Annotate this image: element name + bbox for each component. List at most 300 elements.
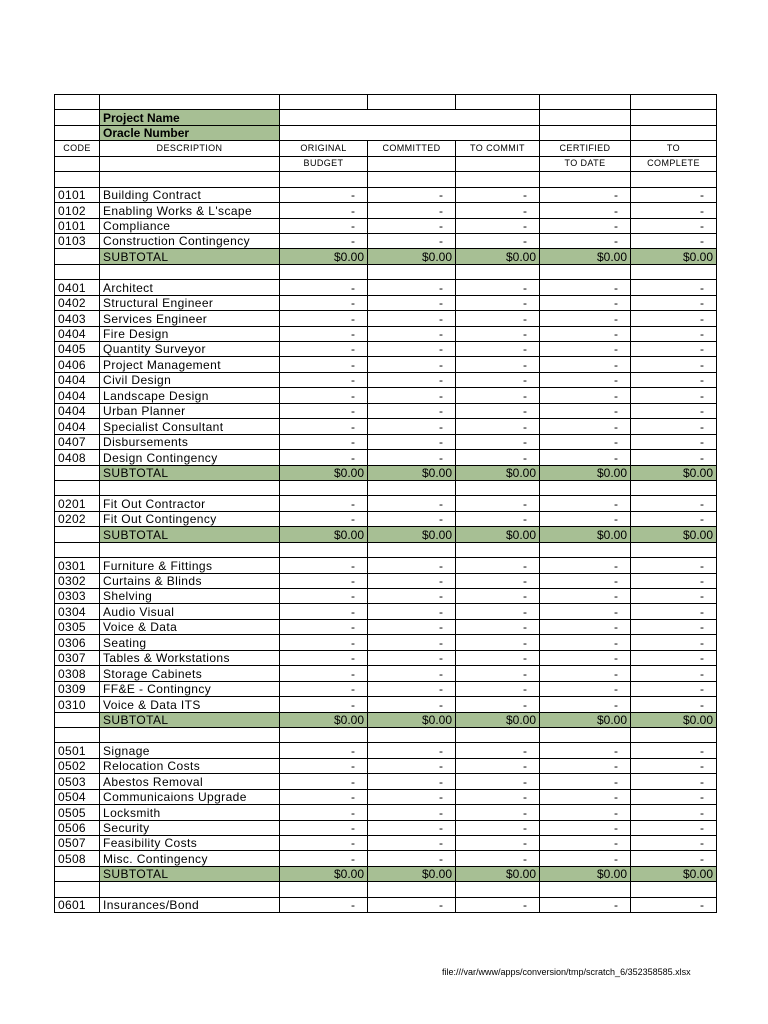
item-value-cell[interactable]: - [631, 372, 717, 387]
item-value-cell[interactable]: - [631, 789, 717, 804]
item-value-cell[interactable]: - [456, 836, 540, 851]
item-value-cell[interactable]: - [280, 836, 368, 851]
item-value-cell[interactable]: - [456, 635, 540, 650]
item-description: Enabling Works & L'scape [100, 203, 280, 218]
item-value-cell[interactable]: - [368, 419, 456, 434]
item-description: Fit Out Contractor [100, 496, 280, 511]
item-value-cell[interactable]: - [540, 295, 631, 310]
item-value-cell[interactable]: - [631, 743, 717, 758]
item-value-cell[interactable]: - [280, 295, 368, 310]
item-value-cell[interactable]: - [280, 511, 368, 526]
item-value-cell[interactable]: - [540, 372, 631, 387]
item-value-cell[interactable]: - [631, 666, 717, 681]
item-value-cell[interactable]: - [368, 388, 456, 403]
item-value-cell[interactable]: - [631, 419, 717, 434]
item-value-cell[interactable]: - [631, 233, 717, 248]
item-description: Insurances/Bond [100, 897, 280, 912]
item-value-cell[interactable]: - [631, 203, 717, 218]
item-value-cell[interactable]: - [456, 342, 540, 357]
item-value-cell[interactable]: - [368, 604, 456, 619]
item-value-cell[interactable]: - [456, 743, 540, 758]
item-description: Construction Contingency [100, 233, 280, 248]
item-value-cell[interactable]: - [456, 511, 540, 526]
item-value-cell[interactable]: - [456, 897, 540, 912]
item-value-cell[interactable]: - [631, 897, 717, 912]
subtotal-value: $0.00 [540, 712, 631, 727]
item-value-cell[interactable]: - [631, 311, 717, 326]
column-header-row-1 [55, 141, 717, 156]
item-value-cell[interactable]: - [456, 233, 540, 248]
subtotal-value: $0.00 [280, 249, 368, 264]
code-header: CODE [55, 141, 100, 156]
item-value-cell[interactable]: - [280, 558, 368, 573]
item-value-cell[interactable]: - [280, 635, 368, 650]
blank-row [55, 882, 717, 897]
item-value-cell[interactable]: - [280, 419, 368, 434]
item-value-cell[interactable]: - [540, 218, 631, 233]
item-value-cell[interactable]: - [368, 836, 456, 851]
item-code: 0303 [55, 589, 100, 604]
blank-row [55, 95, 717, 110]
item-description: Security [100, 820, 280, 835]
item-value-cell[interactable]: - [280, 218, 368, 233]
item-value-cell[interactable]: - [368, 666, 456, 681]
line-item-row [55, 604, 717, 619]
item-value-cell[interactable]: - [280, 203, 368, 218]
item-value-cell[interactable]: - [368, 681, 456, 696]
item-value-cell[interactable]: - [280, 342, 368, 357]
subtotal-value: $0.00 [456, 866, 540, 881]
item-value-cell[interactable]: - [280, 280, 368, 295]
item-value-cell[interactable]: - [456, 450, 540, 465]
subtotal-value: $0.00 [540, 527, 631, 542]
item-value-cell[interactable]: - [631, 851, 717, 866]
item-value-cell[interactable]: - [631, 836, 717, 851]
item-value-cell[interactable]: - [540, 203, 631, 218]
item-value-cell[interactable]: - [456, 789, 540, 804]
item-value-cell[interactable]: - [631, 758, 717, 773]
item-value-cell[interactable]: - [540, 820, 631, 835]
item-value-cell[interactable]: - [456, 403, 540, 418]
item-value-cell[interactable]: - [456, 187, 540, 202]
item-value-cell[interactable]: - [280, 573, 368, 588]
committed-header: COMMITTED [368, 141, 456, 156]
item-code: 0402 [55, 295, 100, 310]
subtotal-value: $0.00 [280, 527, 368, 542]
item-description: Landscape Design [100, 388, 280, 403]
item-value-cell[interactable]: - [456, 604, 540, 619]
item-value-cell[interactable]: - [456, 558, 540, 573]
blank-row [55, 172, 717, 187]
item-code: 0504 [55, 789, 100, 804]
item-value-cell[interactable]: - [280, 372, 368, 387]
line-item-row [55, 897, 717, 912]
item-value-cell[interactable]: - [540, 558, 631, 573]
item-description: Project Management [100, 357, 280, 372]
item-value-cell[interactable]: - [540, 419, 631, 434]
item-value-cell[interactable]: - [540, 388, 631, 403]
subtotal-value: $0.00 [631, 866, 717, 881]
item-value-cell[interactable]: - [368, 450, 456, 465]
item-value-cell[interactable]: - [280, 758, 368, 773]
item-value-cell[interactable]: - [456, 295, 540, 310]
item-value-cell[interactable]: - [280, 434, 368, 449]
item-value-cell[interactable]: - [456, 280, 540, 295]
subtotal-value: $0.00 [456, 712, 540, 727]
item-code: 0102 [55, 203, 100, 218]
item-value-cell[interactable]: - [280, 496, 368, 511]
line-item-row [55, 357, 717, 372]
line-item-row [55, 403, 717, 418]
item-code: 0503 [55, 774, 100, 789]
subtotal-value: $0.00 [368, 249, 456, 264]
item-value-cell[interactable]: - [540, 326, 631, 341]
line-item-row [55, 511, 717, 526]
line-item-row [55, 342, 717, 357]
to-commit-header: TO COMMIT [456, 141, 540, 156]
item-value-cell[interactable]: - [368, 434, 456, 449]
item-code: 0103 [55, 233, 100, 248]
item-value-cell[interactable]: - [540, 697, 631, 712]
subtotal-value: $0.00 [631, 527, 717, 542]
item-value-cell[interactable]: - [280, 805, 368, 820]
item-description: Storage Cabinets [100, 666, 280, 681]
item-value-cell[interactable]: - [368, 635, 456, 650]
subtotal-value: $0.00 [631, 249, 717, 264]
item-code: 0407 [55, 434, 100, 449]
line-item-row [55, 434, 717, 449]
project-name-value-cell[interactable] [280, 110, 540, 125]
item-value-cell[interactable]: - [631, 280, 717, 295]
item-value-cell[interactable]: - [540, 589, 631, 604]
line-item-row [55, 789, 717, 804]
item-value-cell[interactable]: - [631, 573, 717, 588]
subtotal-value: $0.00 [368, 866, 456, 881]
item-value-cell[interactable]: - [631, 496, 717, 511]
item-description: Abestos Removal [100, 774, 280, 789]
item-value-cell[interactable]: - [456, 758, 540, 773]
item-value-cell[interactable]: - [540, 619, 631, 634]
item-value-cell[interactable]: - [456, 573, 540, 588]
item-value-cell[interactable]: - [631, 326, 717, 341]
item-value-cell[interactable]: - [456, 496, 540, 511]
item-value-cell[interactable]: - [280, 388, 368, 403]
line-item-row [55, 311, 717, 326]
item-value-cell[interactable]: - [631, 403, 717, 418]
item-value-cell[interactable]: - [368, 697, 456, 712]
item-code: 0101 [55, 218, 100, 233]
item-description: Signage [100, 743, 280, 758]
item-value-cell[interactable]: - [540, 311, 631, 326]
item-value-cell[interactable]: - [368, 511, 456, 526]
item-value-cell[interactable]: - [540, 573, 631, 588]
item-value-cell[interactable]: - [540, 897, 631, 912]
subtotal-value: $0.00 [456, 527, 540, 542]
item-value-cell[interactable]: - [368, 342, 456, 357]
item-code: 0404 [55, 388, 100, 403]
subtotal-label: SUBTOTAL [100, 527, 280, 542]
item-value-cell[interactable]: - [631, 357, 717, 372]
item-value-cell[interactable]: - [280, 357, 368, 372]
item-value-cell[interactable]: - [631, 805, 717, 820]
item-value-cell[interactable]: - [631, 604, 717, 619]
item-value-cell[interactable]: - [456, 805, 540, 820]
line-item-row [55, 836, 717, 851]
item-value-cell[interactable]: - [368, 619, 456, 634]
item-value-cell[interactable]: - [540, 774, 631, 789]
item-value-cell[interactable]: - [540, 743, 631, 758]
item-value-cell[interactable]: - [280, 604, 368, 619]
item-value-cell[interactable]: - [540, 357, 631, 372]
item-value-cell[interactable]: - [280, 820, 368, 835]
subtotal-row [55, 465, 717, 480]
item-code: 0301 [55, 558, 100, 573]
item-code: 0505 [55, 805, 100, 820]
item-value-cell[interactable]: - [280, 589, 368, 604]
item-value-cell[interactable]: - [456, 419, 540, 434]
item-value-cell[interactable]: - [456, 681, 540, 696]
item-value-cell[interactable]: - [540, 403, 631, 418]
item-description: Services Engineer [100, 311, 280, 326]
item-value-cell[interactable]: - [280, 897, 368, 912]
item-description: Curtains & Blinds [100, 573, 280, 588]
item-value-cell[interactable]: - [540, 758, 631, 773]
item-description: Building Contract [100, 187, 280, 202]
item-description: Urban Planner [100, 403, 280, 418]
item-value-cell[interactable]: - [631, 681, 717, 696]
item-description: Specialist Consultant [100, 419, 280, 434]
oracle-number-value-cell[interactable] [280, 125, 540, 140]
item-value-cell[interactable]: - [540, 836, 631, 851]
item-value-cell[interactable]: - [368, 820, 456, 835]
item-value-cell[interactable]: - [456, 666, 540, 681]
item-value-cell[interactable]: - [280, 743, 368, 758]
line-item-row [55, 635, 717, 650]
oracle-number-label: Oracle Number [100, 125, 280, 140]
blank-row [55, 542, 717, 557]
item-value-cell[interactable]: - [368, 573, 456, 588]
item-value-cell[interactable]: - [280, 619, 368, 634]
subtotal-value: $0.00 [631, 465, 717, 480]
item-value-cell[interactable]: - [280, 774, 368, 789]
item-code: 0507 [55, 836, 100, 851]
item-value-cell[interactable]: - [368, 851, 456, 866]
item-value-cell[interactable]: - [456, 203, 540, 218]
item-value-cell[interactable]: - [368, 295, 456, 310]
item-value-cell[interactable]: - [456, 589, 540, 604]
item-value-cell[interactable]: - [368, 280, 456, 295]
item-value-cell[interactable]: - [540, 650, 631, 665]
item-code: 0201 [55, 496, 100, 511]
to-date-header: TO DATE [540, 156, 631, 171]
item-value-cell[interactable]: - [280, 666, 368, 681]
original-header: ORIGINAL [280, 141, 368, 156]
item-value-cell[interactable]: - [456, 697, 540, 712]
item-description: Locksmith [100, 805, 280, 820]
item-value-cell[interactable]: - [631, 388, 717, 403]
item-value-cell[interactable]: - [368, 311, 456, 326]
item-value-cell[interactable]: - [280, 187, 368, 202]
item-code: 0508 [55, 851, 100, 866]
item-value-cell[interactable]: - [631, 697, 717, 712]
item-value-cell[interactable]: - [456, 372, 540, 387]
item-value-cell[interactable]: - [368, 496, 456, 511]
item-description: Seating [100, 635, 280, 650]
file-path-footer: file:///var/www/apps/conversion/tmp/scratch_6/352358585.xlsx [442, 967, 691, 977]
line-item-row [55, 805, 717, 820]
item-value-cell[interactable]: - [631, 820, 717, 835]
item-code: 0302 [55, 573, 100, 588]
item-value-cell[interactable]: - [631, 650, 717, 665]
item-description: Fire Design [100, 326, 280, 341]
subtotal-label: SUBTOTAL [100, 249, 280, 264]
item-value-cell[interactable]: - [280, 311, 368, 326]
item-value-cell[interactable]: - [368, 218, 456, 233]
item-value-cell[interactable]: - [540, 434, 631, 449]
item-value-cell[interactable]: - [631, 635, 717, 650]
item-value-cell[interactable]: - [280, 403, 368, 418]
item-value-cell[interactable]: - [368, 774, 456, 789]
item-value-cell[interactable]: - [631, 511, 717, 526]
subtotal-value: $0.00 [540, 866, 631, 881]
subtotal-label: SUBTOTAL [100, 465, 280, 480]
blank-row [55, 727, 717, 742]
item-value-cell[interactable]: - [280, 450, 368, 465]
item-value-cell[interactable]: - [280, 326, 368, 341]
item-description: Misc. Contingency [100, 851, 280, 866]
item-description: Quantity Surveyor [100, 342, 280, 357]
item-value-cell[interactable]: - [456, 851, 540, 866]
item-value-cell[interactable]: - [368, 233, 456, 248]
item-value-cell[interactable]: - [456, 311, 540, 326]
item-code: 0306 [55, 635, 100, 650]
item-value-cell[interactable]: - [540, 450, 631, 465]
subtotal-value: $0.00 [368, 527, 456, 542]
item-value-cell[interactable]: - [631, 589, 717, 604]
item-value-cell[interactable]: - [456, 619, 540, 634]
line-item-row [55, 558, 717, 573]
item-value-cell[interactable]: - [368, 589, 456, 604]
item-code: 0502 [55, 758, 100, 773]
complete-header: COMPLETE [631, 156, 717, 171]
item-value-cell[interactable]: - [540, 604, 631, 619]
item-value-cell[interactable]: - [540, 851, 631, 866]
item-value-cell[interactable]: - [540, 342, 631, 357]
line-item-row [55, 187, 717, 202]
item-value-cell[interactable]: - [456, 218, 540, 233]
line-item-row [55, 295, 717, 310]
item-value-cell[interactable]: - [631, 434, 717, 449]
item-value-cell[interactable]: - [540, 789, 631, 804]
item-value-cell[interactable]: - [540, 666, 631, 681]
subtotal-row [55, 527, 717, 542]
item-value-cell[interactable]: - [368, 403, 456, 418]
item-value-cell[interactable]: - [631, 619, 717, 634]
item-value-cell[interactable]: - [368, 187, 456, 202]
item-value-cell[interactable]: - [368, 897, 456, 912]
item-value-cell[interactable]: - [631, 450, 717, 465]
item-code: 0308 [55, 666, 100, 681]
item-description: Relocation Costs [100, 758, 280, 773]
subtotal-value: $0.00 [456, 465, 540, 480]
item-value-cell[interactable]: - [368, 326, 456, 341]
item-description: Voice & Data [100, 619, 280, 634]
item-value-cell[interactable]: - [631, 295, 717, 310]
item-value-cell[interactable]: - [368, 758, 456, 773]
item-value-cell[interactable]: - [456, 820, 540, 835]
item-code: 0304 [55, 604, 100, 619]
subtotal-value: $0.00 [280, 465, 368, 480]
item-value-cell[interactable]: - [368, 743, 456, 758]
item-value-cell[interactable]: - [368, 650, 456, 665]
item-value-cell[interactable]: - [456, 650, 540, 665]
item-value-cell[interactable]: - [368, 558, 456, 573]
item-value-cell[interactable]: - [540, 280, 631, 295]
subtotal-value: $0.00 [280, 866, 368, 881]
item-value-cell[interactable]: - [280, 697, 368, 712]
item-value-cell[interactable]: - [631, 218, 717, 233]
line-item-row [55, 280, 717, 295]
item-code: 0202 [55, 511, 100, 526]
item-value-cell[interactable]: - [280, 233, 368, 248]
item-value-cell[interactable]: - [456, 774, 540, 789]
item-value-cell[interactable]: - [368, 203, 456, 218]
line-item-row [55, 666, 717, 681]
item-value-cell[interactable]: - [631, 342, 717, 357]
item-value-cell[interactable]: - [540, 233, 631, 248]
line-item-row [55, 218, 717, 233]
line-item-row [55, 326, 717, 341]
subtotal-row [55, 249, 717, 264]
item-value-cell[interactable]: - [540, 496, 631, 511]
line-item-row [55, 774, 717, 789]
line-item-row [55, 388, 717, 403]
certified-header: CERTIFIED [540, 141, 631, 156]
item-code: 0305 [55, 619, 100, 634]
item-value-cell[interactable]: - [456, 388, 540, 403]
item-value-cell[interactable]: - [368, 357, 456, 372]
subtotal-value: $0.00 [456, 249, 540, 264]
item-code: 0501 [55, 743, 100, 758]
item-description: Furniture & Fittings [100, 558, 280, 573]
item-value-cell[interactable]: - [456, 357, 540, 372]
item-value-cell[interactable]: - [280, 681, 368, 696]
item-value-cell[interactable]: - [540, 681, 631, 696]
budget-header: BUDGET [280, 156, 368, 171]
item-value-cell[interactable]: - [540, 187, 631, 202]
item-value-cell[interactable]: - [540, 511, 631, 526]
item-value-cell[interactable]: - [540, 805, 631, 820]
item-value-cell[interactable]: - [456, 434, 540, 449]
item-value-cell[interactable]: - [456, 326, 540, 341]
item-value-cell[interactable]: - [540, 635, 631, 650]
item-description: Design Contingency [100, 450, 280, 465]
line-item-row [55, 419, 717, 434]
item-value-cell[interactable]: - [631, 558, 717, 573]
item-value-cell[interactable]: - [280, 789, 368, 804]
item-value-cell[interactable]: - [280, 851, 368, 866]
item-description: Disbursements [100, 434, 280, 449]
item-value-cell[interactable]: - [631, 187, 717, 202]
item-description: Tables & Workstations [100, 650, 280, 665]
line-item-row [55, 496, 717, 511]
item-value-cell[interactable]: - [368, 805, 456, 820]
item-value-cell[interactable]: - [368, 372, 456, 387]
oracle-number-row [55, 125, 717, 140]
item-value-cell[interactable]: - [631, 774, 717, 789]
item-value-cell[interactable]: - [368, 789, 456, 804]
item-value-cell[interactable]: - [280, 650, 368, 665]
